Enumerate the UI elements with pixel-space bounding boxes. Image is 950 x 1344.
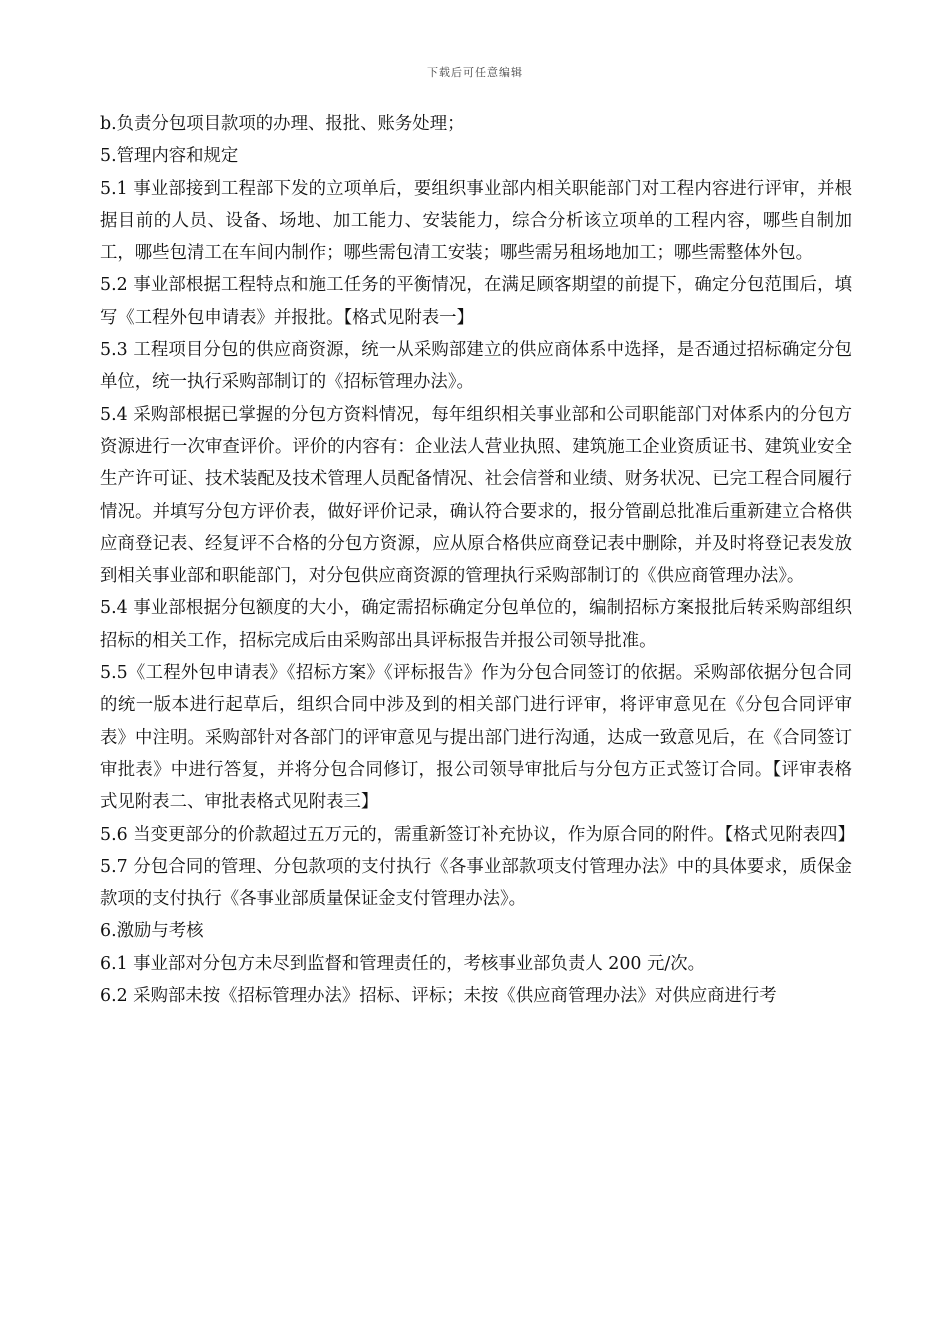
paragraph-6-1: 6.1 事业部对分包方未尽到监督和管理责任的，考核事业部负责人 200 元/次。 — [100, 953, 706, 974]
page-header: 下载后可任意编辑 — [427, 66, 523, 79]
section-heading-6: 6.激励与考核 — [100, 921, 204, 942]
paragraph-5-3: 5.3 工程项目分包的供应商资源，统一从采购部建立的供应商体系中选择，是否通过招标确定分包单位，统一执行采购部制订的《招标管理办法》。 — [100, 340, 852, 393]
paragraph-b: b.负责分包项目款项的办理、报批、账务处理； — [100, 114, 465, 134]
paragraph-5-6: 5.6 当变更部分的价款超过五万元的，需重新签订补充协议，作为原合同的附件。【格式见附表四】 — [100, 824, 855, 845]
paragraph-5-7: 5.7 分包合同的管理、分包款项的支付执行《各事业部款项支付管理办法》中的具体要求，质保金款项的支付执行《各事业部质量保证金支付管理办法》。 — [100, 856, 852, 910]
paragraph-6-2: 6.2 采购部未按《招标管理办法》招标、评标；未按《供应商管理办法》对供应商进行考 — [100, 986, 777, 1007]
paragraph-5-4-b: 5.4 事业部根据分包额度的大小，确定需招标确定分包单位的，编制招标方案报批后转采购部组织招标的相关工作，招标完成后由采购部出具评标报告并报公司领导批准。 — [100, 598, 852, 651]
paragraph-5-4-a: 5.4 采购部根据已掌握的分包方资料情况，每年组织相关事业部和公司职能部门对体系内的分包方资源进行一次审查评价。评价的内容有：企业法人营业执照、建筑施工企业资质证书、建筑业安全生产许可证、技术装配及技术管理人员配备情况、社会信誉和业绩、财务状况、已完工程合同履行情况。并填写分包方评价表，做好评价记录，确认符合要求的，报分管副总批准后重新建立合格供应商登记表、经复评不合格的分包方资源，应从原合格供应商登记表中删除，并及时将登记表发放到相关事业部和职能部门，对分包供应商资源的管理执行采购部制订的《供应商管理办法》。 — [100, 404, 852, 587]
paragraph-5-1: 5.1 事业部接到工程部下发的立项单后，要组织事业部内相关职能部门对工程内容进行评审，并根据目前的人员、设备、场地、加工能力、安装能力，综合分析该立项单的工程内容，哪些自制加工，哪些包清工在车间内制作；哪些需包清工安装；哪些需另租场地加工；哪些需整体外包。 — [100, 178, 852, 264]
paragraph-5-2: 5.2 事业部根据工程特点和施工任务的平衡情况，在满足顾客期望的前提下，确定分包范围后，填写《工程外包申请表》并报批。【格式见附表一】 — [100, 275, 852, 328]
document-body — [100, 108, 855, 1012]
section-heading-5: 5.管理内容和规定 — [100, 146, 239, 167]
paragraph-5-5: 5.5《工程外包申请表》《招标方案》《评标报告》作为分包合同签订的依据。采购部依据分包合同的统一版本进行起草后，组织合同中涉及到的相关部门进行评审，将评审意见在《分包合同评审表》中注明。采购部针对各部门的评审意见与提出部门进行沟通，达成一致意见后，在《合同签订审批表》中进行答复，并将分包合同修订，报公司领导审批后与分包方正式签订合同。【评审表格式见附表二、审批表格式见附表三】 — [100, 663, 852, 813]
